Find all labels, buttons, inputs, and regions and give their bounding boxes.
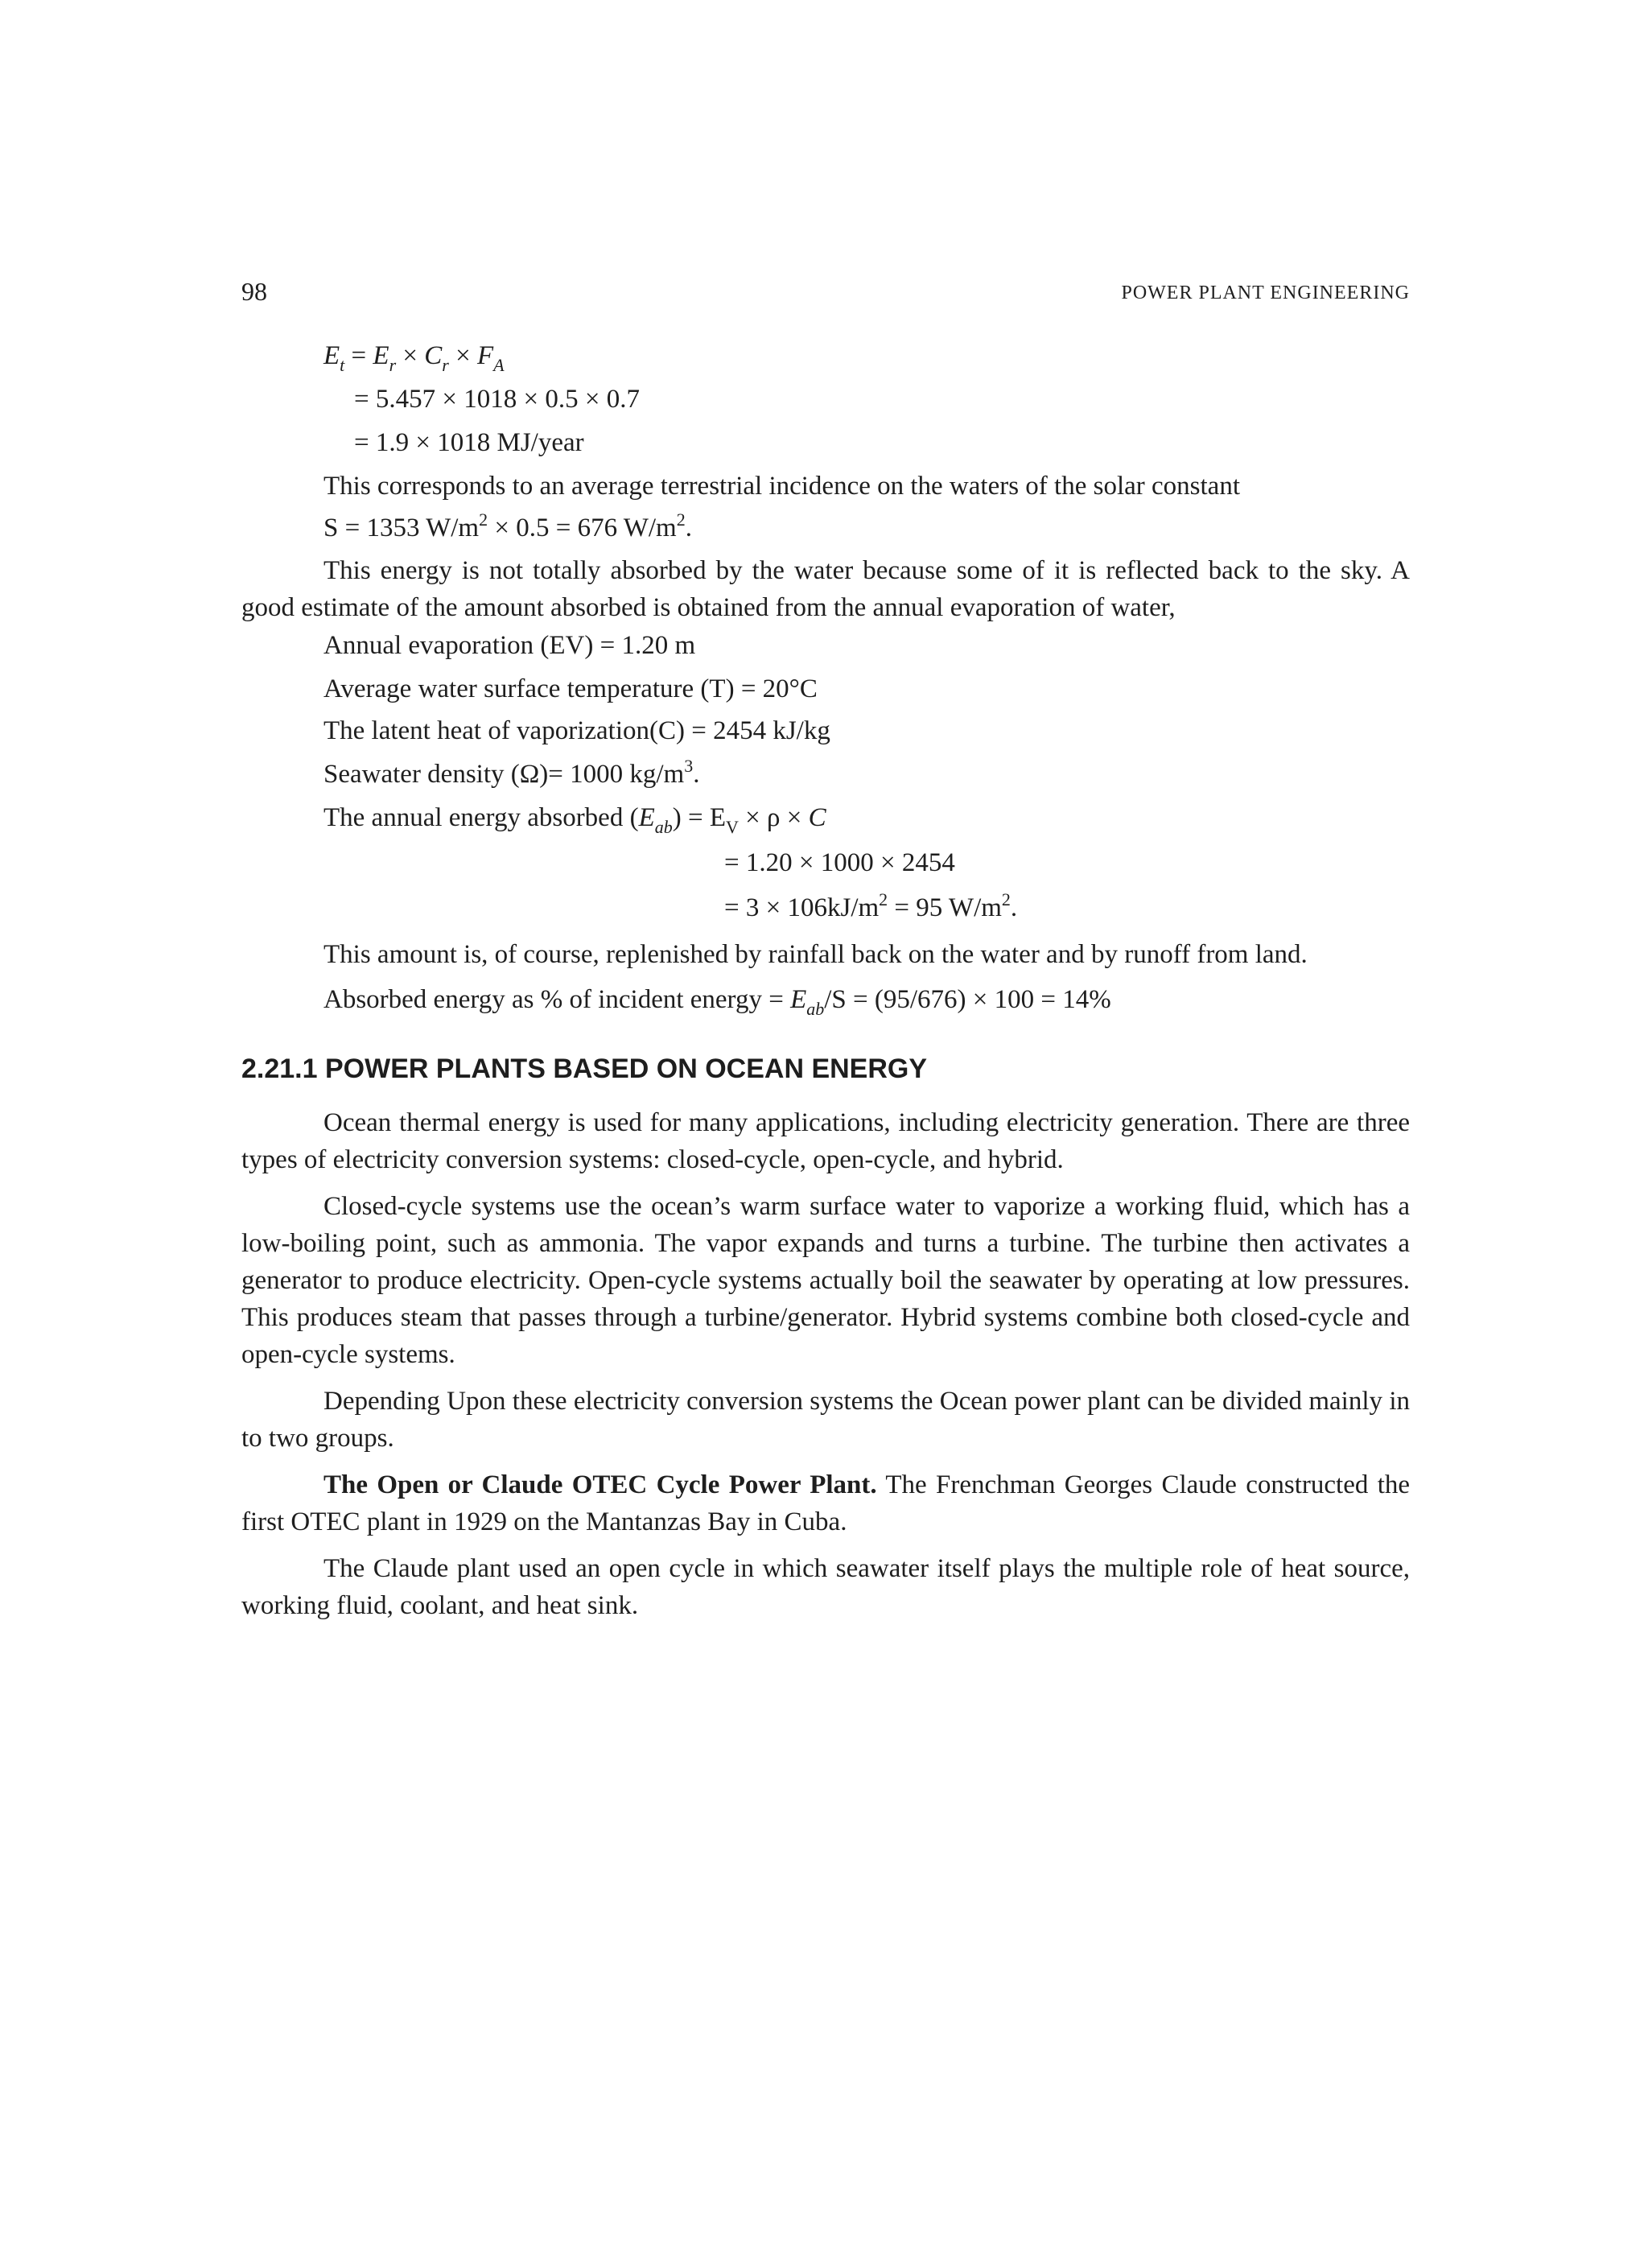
corresponds-line: This corresponds to an average terrestrial incidence on the waters of the solar constant xyxy=(323,472,1240,501)
page-header xyxy=(241,275,1410,307)
absorbed-percent-line: Absorbed energy as % of incident energy = $E_{ab}/S = (95/676) \times 100 = 14\%$ xyxy=(323,985,1111,1019)
solar-constant-line: S = 1353 $W/m^2 \times 0.5 = 676$ $W/m^2$. xyxy=(323,509,692,542)
section-paragraph-4: The Open or Claude OTEC Cycle Power Plant. The Frenchman Georges Claude constructed the first OTEC plant in 1929 on the Mantanzas Bay in Cuba. xyxy=(241,1470,1411,1536)
seawater-density-line: Seawater density (Ω)= 1000 $kg/m^3$. xyxy=(323,756,700,789)
section-paragraph-2: Closed-cycle systems use the ocean’s warm surface water to vaporize a working fluid, which has a low-boiling point, such as ammonia. The vapor expands and turns a turbine. The turbine then activates a generator to produce electricity. Open-cycle systems actually boil the seawater by operating at low pressures. This produces steam that passes through a turbine/generator. Hybrid systems combine both closed-cycle and open-cycle systems. xyxy=(241,1192,1410,1369)
otec-plant-term: The Open or Claude OTEC Cycle Power Plant. xyxy=(323,1470,877,1499)
latent-heat-line: The latent heat of vaporization(C) = 2454 kJ/kg xyxy=(323,716,830,745)
equation-line-2: = 5.457 × 1018 × 0.5 × 0.7 xyxy=(354,385,640,414)
running-head: POWER PLANT ENGINEERING xyxy=(1121,282,1410,303)
annual-evaporation-line: Annual evaporation (EV) = 1.20 m xyxy=(323,631,696,660)
section-paragraph-3: Depending Upon these electricity conversion systems the Ocean power plant can be divided mainly in to two groups. xyxy=(241,1387,1410,1453)
annual-energy-absorbed-line: The annual energy absorbed $(E_{ab}) = E_V \times \rho \times C$ xyxy=(323,803,826,837)
equation-et: $E_t = E_r \times C_r \times F_A$ xyxy=(323,341,505,375)
avg-temperature-line: Average water surface temperature (T) = 20°C xyxy=(323,674,818,703)
replenished-line: This amount is, of course, replenished by rainfall back on the water and by runoff from land. xyxy=(323,940,1308,969)
equation-line-3: = 1.9 × 1018 MJ/year xyxy=(354,428,584,457)
absorbed-paragraph: This energy is not totally absorbed by the water because some of it is reflected back to the sky. A good estimate of the amount absorbed is obtained from the annual evaporation of water, xyxy=(241,556,1410,622)
page-number: 98 xyxy=(241,277,267,306)
section-paragraph-1: Ocean thermal energy is used for many applications, including electricity generation. There are three types of electricity conversion systems: closed-cycle, open-cycle, and hybrid. xyxy=(241,1108,1410,1174)
calc-line-1: = 1.20 × 1000 × 2454 xyxy=(724,848,955,877)
calc-line-2: = $3 \times 106kJ/m^2 = 95$ $W/m^2$. xyxy=(724,889,1018,922)
section-heading: 2.21.1 POWER PLANTS BASED ON OCEAN ENERGY xyxy=(241,1054,928,1084)
section-paragraph-5: The Claude plant used an open cycle in which seawater itself plays the multiple role of heat source, working fluid, coolant, and heat sink. xyxy=(241,1554,1410,1620)
